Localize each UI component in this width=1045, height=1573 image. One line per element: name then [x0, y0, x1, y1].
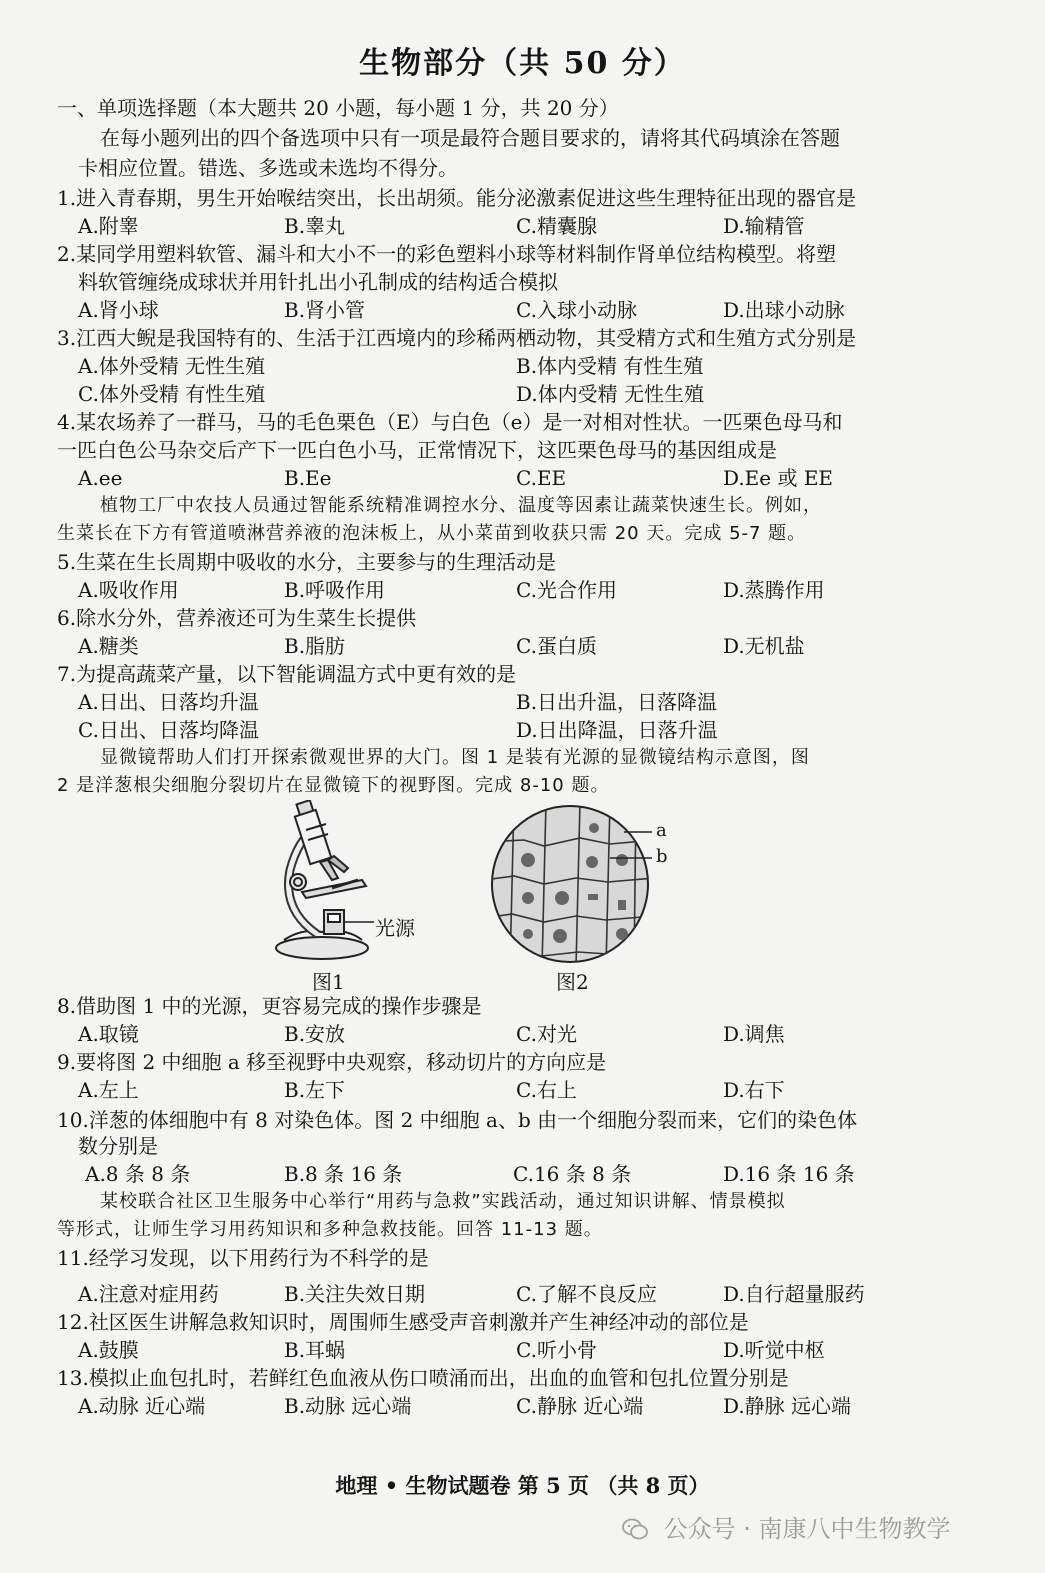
figure-1-caption: 图1: [312, 970, 345, 994]
option-c: C.体外受精 有性生殖: [78, 382, 266, 406]
watermark: [622, 1509, 951, 1544]
option-c: C.16 条 8 条: [513, 1162, 632, 1186]
option-d: D.Ee 或 EE: [723, 466, 834, 490]
question-12-options: [78, 1336, 978, 1364]
question-10-stem-1: 10.洋葱的体细胞中有 8 对染色体。图 2 中细胞 a、b 由一个细胞分裂而来，它们的染色体: [57, 1108, 858, 1132]
question-2-options: [78, 296, 978, 324]
option-b: B.肾小管: [284, 298, 366, 322]
option-d: D.出球小动脉: [723, 298, 845, 322]
passage-3-line-1: 某校联合社区卫生服务中心举行“用药与急救”实践活动，通过知识讲解、情景模拟: [100, 1191, 786, 1212]
option-b: B.安放: [284, 1022, 346, 1046]
option-d: D.16 条 16 条: [723, 1162, 855, 1186]
option-a: A.取镜: [78, 1022, 139, 1046]
option-a: A.附睾: [78, 214, 139, 238]
question-1-options: [78, 212, 978, 240]
option-a: A.左上: [78, 1078, 139, 1102]
instructions-line-2: 卡相应位置。错选、多选或未选均不得分。: [78, 156, 458, 180]
option-b: B.日出升温，日落降温: [516, 690, 718, 714]
option-d: D.调焦: [723, 1022, 785, 1046]
option-b: B.体内受精 有性生殖: [516, 354, 704, 378]
section-heading: 一、单项选择题（本大题共 20 小题，每小题 1 分，共 20 分）: [57, 96, 619, 120]
question-8-stem: 8.借助图 1 中的光源，更容易完成的操作步骤是: [57, 994, 482, 1018]
cell-a-label: a: [656, 820, 667, 841]
watermark-text: 公众号 · 南康八中生物教学: [663, 1515, 951, 1543]
option-a: A.动脉 近心端: [78, 1394, 206, 1418]
page-footer: 地理 • 生物试题卷 第 5 页 （共 8 页）: [335, 1473, 710, 1498]
wechat-icon: [622, 1518, 648, 1540]
question-4-options: [78, 464, 978, 492]
option-c: C.蛋白质: [516, 634, 597, 658]
question-5-stem: 5.生菜在生长周期中吸收的水分，主要参与的生理活动是: [57, 550, 557, 574]
question-10-options: [85, 1160, 985, 1188]
option-c: C.听小骨: [516, 1338, 597, 1362]
passage-1-line-1: 植物工厂中农技人员通过智能系统精准调控水分、温度等因素让蔬菜快速生长。例如，: [100, 495, 822, 516]
light-source-label: 光源: [375, 916, 415, 940]
option-c: C.日出、日落均降温: [78, 718, 259, 742]
option-d: D.日出降温，日落升温: [516, 718, 718, 742]
question-11-options: [78, 1280, 978, 1308]
option-a: A.吸收作用: [78, 578, 179, 602]
option-d: D.静脉 远心端: [723, 1394, 852, 1418]
option-d: D.听觉中枢: [723, 1338, 825, 1362]
option-c: C.光合作用: [516, 578, 617, 602]
option-b: B.Ee: [284, 466, 332, 490]
option-b: B.耳蜗: [284, 1338, 346, 1362]
option-b: B.8 条 16 条: [284, 1162, 403, 1186]
question-8-options: [78, 1020, 978, 1048]
option-d: D.自行超量服药: [723, 1282, 865, 1306]
option-d: D.右下: [723, 1078, 785, 1102]
question-9-stem: 9.要将图 2 中细胞 a 移至视野中央观察，移动切片的方向应是: [57, 1050, 607, 1074]
question-9-options: [78, 1076, 978, 1104]
passage-2-line-2: 2 是洋葱根尖细胞分裂切片在显微镜下的视野图。完成 8-10 题。: [57, 775, 610, 796]
question-2-stem-1: 2.某同学用塑料软管、漏斗和大小不一的彩色塑料小球等材料制作肾单位结构模型。将塑: [57, 242, 837, 266]
cell-b-label: b: [656, 846, 668, 867]
question-3-options-row-1: [78, 352, 978, 380]
question-4-stem-1: 4.某农场养了一群马，马的毛色栗色（E）与白色（e）是一对相对性状。一匹栗色母马和: [57, 410, 843, 434]
question-4-stem-2: 一匹白色公马杂交后产下一匹白色小马，正常情况下，这匹栗色母马的基因组成是: [57, 438, 777, 462]
question-3-stem: 3.江西大鲵是我国特有的、生活于江西境内的珍稀两栖动物，其受精方式和生殖方式分别是: [57, 326, 857, 350]
question-2-stem-2: 料软管缠绕成球状并用针扎出小孔制成的结构适合模拟: [78, 270, 558, 294]
question-13-stem: 13.模拟止血包扎时，若鲜红色血液从伤口喷涌而出，出血的血管和包扎位置分别是: [57, 1366, 789, 1390]
option-c: C.了解不良反应: [516, 1282, 657, 1306]
option-c: C.右上: [516, 1078, 577, 1102]
option-d: D.输精管: [723, 214, 805, 238]
figure-2-caption: 图2: [556, 970, 589, 994]
option-a: A.日出、日落均升温: [78, 690, 259, 714]
instructions-line-1: 在每小题列出的四个备选项中只有一项是最符合题目要求的，请将其代码填涂在答题: [100, 126, 840, 150]
option-d: D.蒸腾作用: [723, 578, 825, 602]
passage-2-line-1: 显微镜帮助人们打开探索微观世界的大门。图 1 是装有光源的显微镜结构示意图，图: [100, 747, 810, 768]
question-5-options: [78, 576, 978, 604]
option-c: C.入球小动脉: [516, 298, 637, 322]
cell-view-figure: [484, 802, 674, 967]
option-b: B.动脉 远心端: [284, 1394, 412, 1418]
option-a: A.糖类: [78, 634, 139, 658]
question-13-options: [78, 1392, 978, 1420]
option-b: B.左下: [284, 1078, 346, 1102]
option-a: A.注意对症用药: [78, 1282, 219, 1306]
option-b: B.呼吸作用: [284, 578, 386, 602]
page-title: 生物部分（共 50 分）: [359, 46, 686, 81]
option-b: B.脂肪: [284, 634, 346, 658]
option-d: D.无机盐: [723, 634, 805, 658]
question-7-options-row-1: [78, 688, 978, 716]
question-6-stem: 6.除水分外，营养液还可为生菜生长提供: [57, 606, 417, 630]
option-a: A.鼓膜: [78, 1338, 139, 1362]
option-a: A.ee: [78, 466, 123, 490]
question-10-stem-2: 数分别是: [78, 1134, 158, 1158]
option-a: A.体外受精 无性生殖: [78, 354, 266, 378]
option-c: C.静脉 近心端: [516, 1394, 644, 1418]
question-12-stem: 12.社区医生讲解急救知识时，周围师生感受声音刺激并产生神经冲动的部位是: [57, 1310, 749, 1334]
option-c: C.EE: [516, 466, 567, 490]
option-b: B.睾丸: [284, 214, 346, 238]
option-d: D.体内受精 无性生殖: [516, 382, 705, 406]
passage-3-line-2: 等形式，让师生学习用药知识和多种急救技能。回答 11-13 题。: [57, 1219, 603, 1240]
question-7-options-row-2: [78, 716, 978, 744]
question-6-options: [78, 632, 978, 660]
question-11-stem: 11.经学习发现，以下用药行为不科学的是: [57, 1246, 429, 1270]
option-a: A.肾小球: [78, 298, 159, 322]
option-c: C.精囊腺: [516, 214, 597, 238]
question-3-options-row-2: [78, 380, 978, 408]
option-b: B.关注失效日期: [284, 1282, 426, 1306]
question-7-stem: 7.为提高蔬菜产量，以下智能调温方式中更有效的是: [57, 662, 517, 686]
question-1-stem: 1.进入青春期，男生开始喉结突出，长出胡须。能分泌激素促进这些生理特征出现的器官是: [57, 186, 857, 210]
option-c: C.对光: [516, 1022, 577, 1046]
option-a: A.8 条 8 条: [85, 1162, 191, 1186]
passage-1-line-2: 生菜长在下方有管道喷淋营养液的泡沫板上，从小菜苗到收获只需 20 天。完成 5-7 题。: [57, 523, 807, 544]
